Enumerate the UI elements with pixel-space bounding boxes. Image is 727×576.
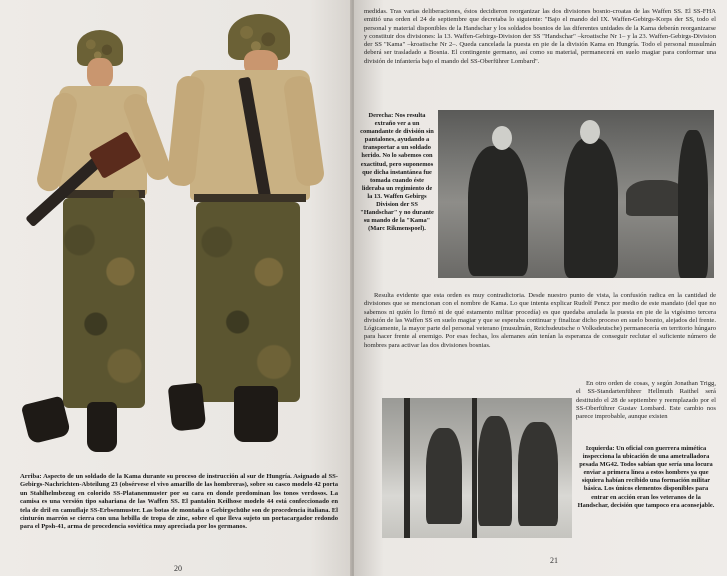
side-body-text: En otro orden de cosas, y según Jonathan Trigg, el SS-Standartenführer Hellmuth Raithel será destituido el 28 de septiembre y reemplazado por el SS-Oberführer Gustav Lombard. Este cambio nos parece improbable, aunque existen [576, 380, 716, 421]
soldier-back-illustration [160, 14, 320, 464]
left-page [0, 0, 352, 576]
top-body-text: medidas. Tras varias deliberaciones, éstos decidieron reorganizar las dos divisiones bosnio-croatas de las Waffen SS. El SS-FHA emitió una orden el 24 de septiembre que decretaba lo siguiente: "Bajo el mando del IX. Waffen-Gebirgs-Korps der SS, todo el personal y material disponibles de la Handschar y los soldados bosnios de las diferentes unidades de la Kama deberán reorganizarse y constituir dos divisiones: la 13. Waffen-Gebirgs-Division der SS "Handschar" –kroatische Nr 1– y la 23. Waffen-Gebirgs-Division der SS "Kama" –kroatische Nr 2–. Queda cancelada la puesta en pie de la división Kama en Hungría. Todo el personal musulmán deberá ser trasladado a Bosnia. El contingente germano, así como su material, permanecerá en suelo magiar para conformar una división de infantería bajo el mando del SS-Oberführer Lombard". [364, 8, 716, 65]
page-number-right: 21 [550, 556, 558, 565]
photo-caption-right: Derecha: Nos resulta extraño ver a un comandante de división sin pantalones, ayudando a transportar a un soldado herido. No lo sabemos con exactitud, pero suponemos que dicha instantánea fue tomada cuando éste lideraba un regimiento de la 13. Waffen Gebirgs Division der SS "Handschar" y no durante su mando de la "Kama" (Marc Rikmenspoel). [360, 112, 434, 233]
right-page [354, 0, 727, 576]
middle-body-text: Resulta evidente que esta orden es muy contradictoria. Desde nuestro punto de vista, la confusión radica en la cantidad de divisiones que se mencionan con el nombre de Kama. Lo que intenta explicar Rudolf Pencz por medio de este mandato (del que no sabemos ni quién lo firmó ni de qué estamento militar procedía) es que quedaba anulada la puesta en pie de la vigésimo tercera división de las Waffen SS en suelo magiar y que se esperaba continuar y finalizar dicho proceso en suelo bosnio, alejados del frente. Lógicamente, la mayor parte del personal veterano (musulmán, Reichsdeutsche o Volksdeutsche) permanecería en territorio húngaro para hacer frente al enemigo. Por esas fechas, los alemanes aún tenían la esperanza de conseguir reclutar el suficiente número de hombres para activar las dos divisiones bosnias. [364, 292, 716, 349]
photo-caption-left: Izquierda: Un oficial con guerrera mimética inspecciona la ubicación de una ametralladora pesada MG42. Todos sabían que sería una locura enviar a primera línea a estos hombres ya que siquiera habían recibido una formación militar básica. Los únicos elementos disponibles para entrar en acción eran los veteranos de la Handschar, decisión que tampoco era aconsejable. [577, 445, 715, 509]
photo-commander-carrying-wounded [438, 110, 714, 278]
left-page-caption: Arriba: Aspecto de un soldado de la Kama durante su proceso de instrucción al sur de Hungría. Asignado al SS-Gebirgs-Nachrichten-Abteilung 23 (obsérvese el vivo amarillo de las hombreras), sobre su casco modelo 42 porta un Stahlhelmbezug en colorido SS-Platanenmuster por su cara en donde predominan los tonos verdosos. La camisa es una versión tipo sahariana de las Waffen SS. El pantalón Keilhose modelo 44 está confeccionado en tela de dril en camuflaje SS-Erbsenmuster. Las botas de montaña o Gebirgschühe son de procedencia italiana. El cinturón marrón se cierra con una hebilla de tropa de zinc, sobre el que lleva sujeto un portacargador redondo para el Ppsh-41, arma de procedencia soviética muy apreciada por los germanos. [20, 473, 338, 531]
soldier-front-illustration [15, 30, 165, 470]
photo-officer-mg42 [382, 398, 572, 538]
page-number-left: 20 [174, 564, 182, 573]
